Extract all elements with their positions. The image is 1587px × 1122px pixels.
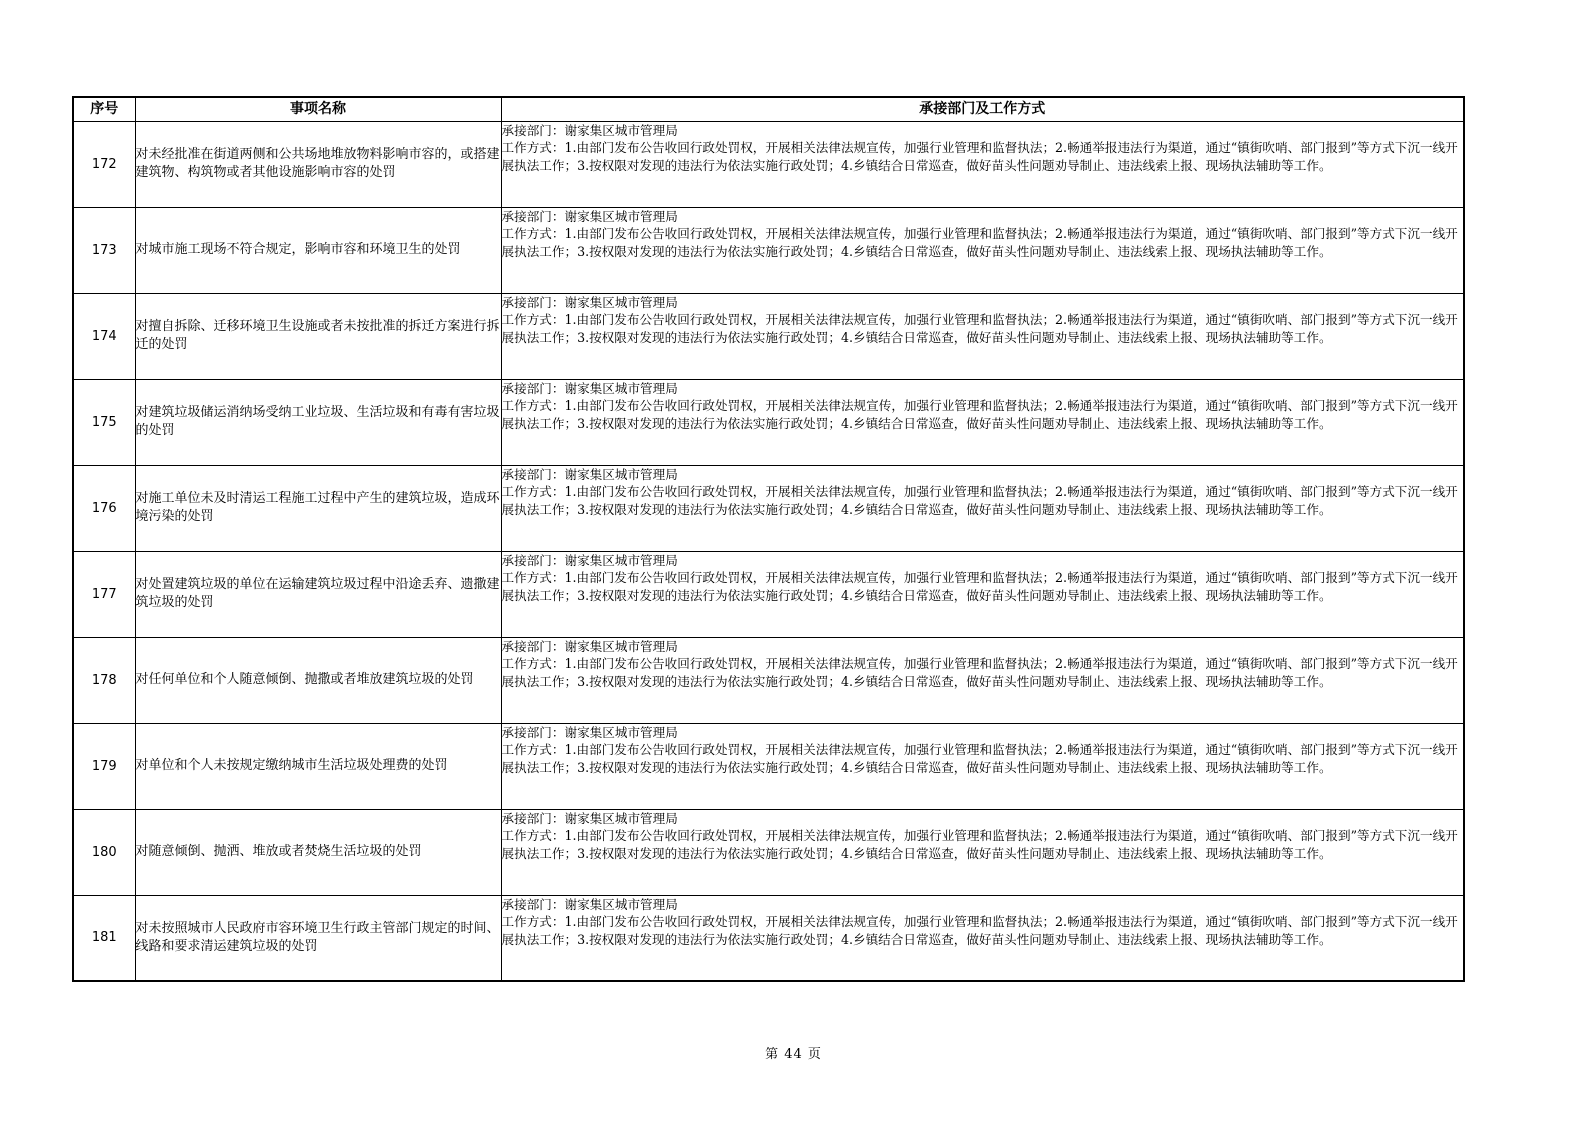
row-work-method: 工作方式：1.由部门发布公告收回行政处罚权，开展相关法律法规宣传，加强行业管理和监督执法；2.畅通举报违法行为渠道，通过“镇街吹哨、部门报到”等方式下沉一线开展执法工作；3.按权限对发现的违法行为依法实施行政处罚；4.乡镇结合日常巡查，做好苗头性问题劝导制止、违法线索上报、现场执法辅助等工作。 <box>501 398 1458 431</box>
row-department-method <box>501 723 1464 809</box>
row-item-name: 对未经批准在街道两侧和公共场地堆放物料影响市容的，或搭建建筑物、构筑物或者其他设施影响市容的处罚 <box>135 121 501 207</box>
row-department-method <box>501 121 1464 207</box>
row-department-method <box>501 809 1464 895</box>
table-row <box>73 809 1464 895</box>
table-row <box>73 551 1464 637</box>
table-row <box>73 121 1464 207</box>
row-item-name: 对随意倾倒、抛洒、堆放或者焚烧生活垃圾的处罚 <box>135 809 501 895</box>
row-work-method: 工作方式：1.由部门发布公告收回行政处罚权，开展相关法律法规宣传，加强行业管理和监督执法；2.畅通举报违法行为渠道，通过“镇街吹哨、部门报到”等方式下沉一线开展执法工作；3.按权限对发现的违法行为依法实施行政处罚；4.乡镇结合日常巡查，做好苗头性问题劝导制止、违法线索上报、现场执法辅助等工作。 <box>501 914 1458 947</box>
row-serial-number: 177 <box>73 551 135 637</box>
row-serial-number: 176 <box>73 465 135 551</box>
row-department: 承接部门：谢家集区城市管理局 <box>501 122 678 138</box>
table-row <box>73 379 1464 465</box>
table-row <box>73 723 1464 809</box>
row-serial-number: 175 <box>73 379 135 465</box>
table-row <box>73 637 1464 723</box>
row-department-method <box>501 207 1464 293</box>
row-department: 承接部门：谢家集区城市管理局 <box>501 466 678 482</box>
row-item-name: 对未按照城市人民政府市容环境卫生行政主管部门规定的时间、线路和要求清运建筑垃圾的处罚 <box>135 895 501 981</box>
item-table-container <box>72 96 1463 982</box>
table-row <box>73 895 1464 981</box>
table-row <box>73 465 1464 551</box>
row-department-method <box>501 293 1464 379</box>
row-department-method <box>501 637 1464 723</box>
row-work-method: 工作方式：1.由部门发布公告收回行政处罚权，开展相关法律法规宣传，加强行业管理和监督执法；2.畅通举报违法行为渠道，通过“镇街吹哨、部门报到”等方式下沉一线开展执法工作；3.按权限对发现的违法行为依法实施行政处罚；4.乡镇结合日常巡查，做好苗头性问题劝导制止、违法线索上报、现场执法辅助等工作。 <box>501 484 1458 517</box>
page-number: 第 44 页 <box>765 1047 822 1062</box>
row-item-name: 对处置建筑垃圾的单位在运输建筑垃圾过程中沿途丢弃、遗撒建筑垃圾的处罚 <box>135 551 501 637</box>
row-serial-number: 172 <box>73 121 135 207</box>
row-item-name: 对施工单位未及时清运工程施工过程中产生的建筑垃圾，造成环境污染的处罚 <box>135 465 501 551</box>
row-work-method: 工作方式：1.由部门发布公告收回行政处罚权，开展相关法律法规宣传，加强行业管理和监督执法；2.畅通举报违法行为渠道，通过“镇街吹哨、部门报到”等方式下沉一线开展执法工作；3.按权限对发现的违法行为依法实施行政处罚；4.乡镇结合日常巡查，做好苗头性问题劝导制止、违法线索上报、现场执法辅助等工作。 <box>501 140 1458 173</box>
row-serial-number: 173 <box>73 207 135 293</box>
header-department-method: 承接部门及工作方式 <box>501 97 1464 121</box>
header-item-name: 事项名称 <box>135 97 501 121</box>
row-serial-number: 179 <box>73 723 135 809</box>
row-department-method <box>501 465 1464 551</box>
item-table <box>72 96 1465 982</box>
row-item-name: 对建筑垃圾储运消纳场受纳工业垃圾、生活垃圾和有毒有害垃圾的处罚 <box>135 379 501 465</box>
row-serial-number: 180 <box>73 809 135 895</box>
header-serial-number: 序号 <box>73 97 135 121</box>
row-department: 承接部门：谢家集区城市管理局 <box>501 638 678 654</box>
row-serial-number: 181 <box>73 895 135 981</box>
row-department: 承接部门：谢家集区城市管理局 <box>501 810 678 826</box>
row-department: 承接部门：谢家集区城市管理局 <box>501 552 678 568</box>
row-item-name: 对城市施工现场不符合规定，影响市容和环境卫生的处罚 <box>135 207 501 293</box>
row-item-name: 对擅自拆除、迁移环境卫生设施或者未按批准的拆迁方案进行拆迁的处罚 <box>135 293 501 379</box>
row-work-method: 工作方式：1.由部门发布公告收回行政处罚权，开展相关法律法规宣传，加强行业管理和监督执法；2.畅通举报违法行为渠道，通过“镇街吹哨、部门报到”等方式下沉一线开展执法工作；3.按权限对发现的违法行为依法实施行政处罚；4.乡镇结合日常巡查，做好苗头性问题劝导制止、违法线索上报、现场执法辅助等工作。 <box>501 742 1458 775</box>
row-department: 承接部门：谢家集区城市管理局 <box>501 896 678 912</box>
row-department-method <box>501 379 1464 465</box>
row-work-method: 工作方式：1.由部门发布公告收回行政处罚权，开展相关法律法规宣传，加强行业管理和监督执法；2.畅通举报违法行为渠道，通过“镇街吹哨、部门报到”等方式下沉一线开展执法工作；3.按权限对发现的违法行为依法实施行政处罚；4.乡镇结合日常巡查，做好苗头性问题劝导制止、违法线索上报、现场执法辅助等工作。 <box>501 312 1458 345</box>
row-department: 承接部门：谢家集区城市管理局 <box>501 380 678 396</box>
row-work-method: 工作方式：1.由部门发布公告收回行政处罚权，开展相关法律法规宣传，加强行业管理和监督执法；2.畅通举报违法行为渠道，通过“镇街吹哨、部门报到”等方式下沉一线开展执法工作；3.按权限对发现的违法行为依法实施行政处罚；4.乡镇结合日常巡查，做好苗头性问题劝导制止、违法线索上报、现场执法辅助等工作。 <box>501 570 1458 603</box>
table-row <box>73 207 1464 293</box>
row-work-method: 工作方式：1.由部门发布公告收回行政处罚权，开展相关法律法规宣传，加强行业管理和监督执法；2.畅通举报违法行为渠道，通过“镇街吹哨、部门报到”等方式下沉一线开展执法工作；3.按权限对发现的违法行为依法实施行政处罚；4.乡镇结合日常巡查，做好苗头性问题劝导制止、违法线索上报、现场执法辅助等工作。 <box>501 226 1458 259</box>
row-department: 承接部门：谢家集区城市管理局 <box>501 294 678 310</box>
row-serial-number: 174 <box>73 293 135 379</box>
table-row <box>73 293 1464 379</box>
row-serial-number: 178 <box>73 637 135 723</box>
row-work-method: 工作方式：1.由部门发布公告收回行政处罚权，开展相关法律法规宣传，加强行业管理和监督执法；2.畅通举报违法行为渠道，通过“镇街吹哨、部门报到”等方式下沉一线开展执法工作；3.按权限对发现的违法行为依法实施行政处罚；4.乡镇结合日常巡查，做好苗头性问题劝导制止、违法线索上报、现场执法辅助等工作。 <box>501 656 1458 689</box>
row-work-method: 工作方式：1.由部门发布公告收回行政处罚权，开展相关法律法规宣传，加强行业管理和监督执法；2.畅通举报违法行为渠道，通过“镇街吹哨、部门报到”等方式下沉一线开展执法工作；3.按权限对发现的违法行为依法实施行政处罚；4.乡镇结合日常巡查，做好苗头性问题劝导制止、违法线索上报、现场执法辅助等工作。 <box>501 828 1458 861</box>
row-department: 承接部门：谢家集区城市管理局 <box>501 208 678 224</box>
row-item-name: 对单位和个人未按规定缴纳城市生活垃圾处理费的处罚 <box>135 723 501 809</box>
row-department: 承接部门：谢家集区城市管理局 <box>501 724 678 740</box>
row-item-name: 对任何单位和个人随意倾倒、抛撒或者堆放建筑垃圾的处罚 <box>135 637 501 723</box>
row-department-method <box>501 895 1464 981</box>
table-header-row <box>73 97 1464 121</box>
row-department-method <box>501 551 1464 637</box>
